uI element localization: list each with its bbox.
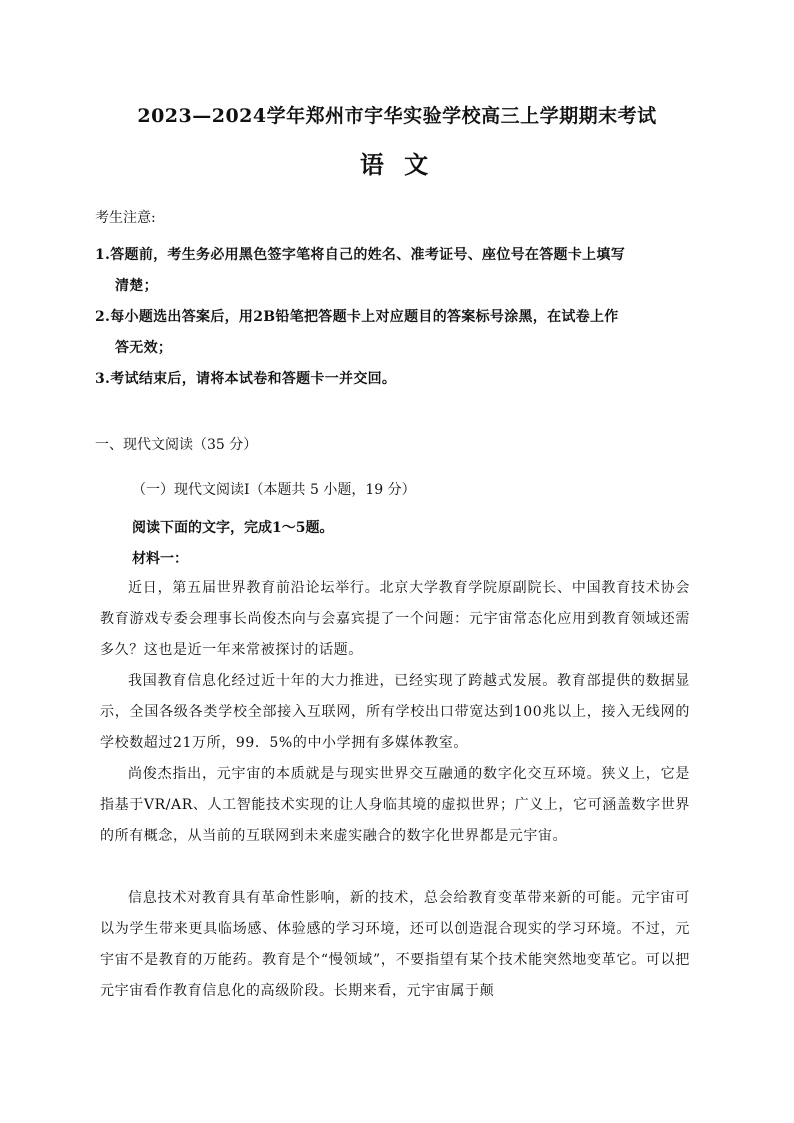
section-heading: 一、现代文阅读（35 分） <box>95 437 258 453</box>
notice-item-continuation: 答无效； <box>115 340 173 356</box>
paragraph-4: 信息技术对教育具有革命性影响，新的技术，总会给教育变革带来新的可能。元宇宙可以为学生带来更具临场感、体验感的学习环境，还可以创造混合现实的学习环境。不过，元宇宙不是教育的万能药。教育是个“慢领域”，不要指望有某个技术能突然地变革它。可以把元宇宙看作教育信息化的高级阶段。长期来看，元宇宙属于颠 <box>100 890 690 999</box>
notice-item-1 <box>95 240 695 302</box>
subject-title: 语 文 <box>359 150 435 179</box>
notice-item-text: 3.考试结束后，请将本试卷和答题卡一并交回。 <box>95 371 397 387</box>
notice-item-continuation: 清楚； <box>115 278 158 294</box>
paragraph-2: 我国教育信息化经过近十年的大力推进，已经实现了跨越式发展。教育部提供的数据显示，全国各级各类学校全部接入互联网，所有学校出口带宽达到100兆以上，接入无线网的学校数超过21万所，99．5%的中小学拥有多媒体教室。 <box>100 673 690 751</box>
notice-item-2 <box>95 302 695 364</box>
section-subheading: （一）现代文阅读Ⅰ（本题共 5 小题，19 分） <box>132 482 416 498</box>
reading-instruction: 阅读下面的文字，完成1～5题。 <box>132 520 334 536</box>
notice-item-text: 2.每小题选出答案后，用2B铅笔把答题卡上对应题目的答案标号涂黑，在试卷上作 <box>95 309 619 325</box>
notice-label: 考生注意: <box>95 210 156 226</box>
paragraph-1: 近日，第五届世界教育前沿论坛举行。北京大学教育学院原副院长、中国教育技术协会教育游戏专委会理事长尚俊杰向与会嘉宾提了一个问题：元宇宙常态化应用到教育领域还需多久？这也是近一年来常被探讨的话题。 <box>100 580 690 658</box>
paragraph-3: 尚俊杰指出，元宇宙的本质就是与现实世界交互融通的数字化交互环境。狭义上，它是指基于VR/AR、人工智能技术实现的让人身临其境的虚拟世界；广义上，它可涵盖数字世界的所有概念，从当前的互联网到未来虚实融合的数字化世界都是元宇宙。 <box>100 766 690 844</box>
material-label: 材料一： <box>132 551 188 567</box>
notice-item-3 <box>95 364 695 395</box>
exam-title: 2023—2024学年郑州市宇华实验学校高三上学期期末考试 <box>137 105 657 127</box>
notice-item-text: 1.答题前，考生务必用黑色签字笔将自己的姓名、准考证号、座位号在答题卡上填写 <box>95 247 626 263</box>
